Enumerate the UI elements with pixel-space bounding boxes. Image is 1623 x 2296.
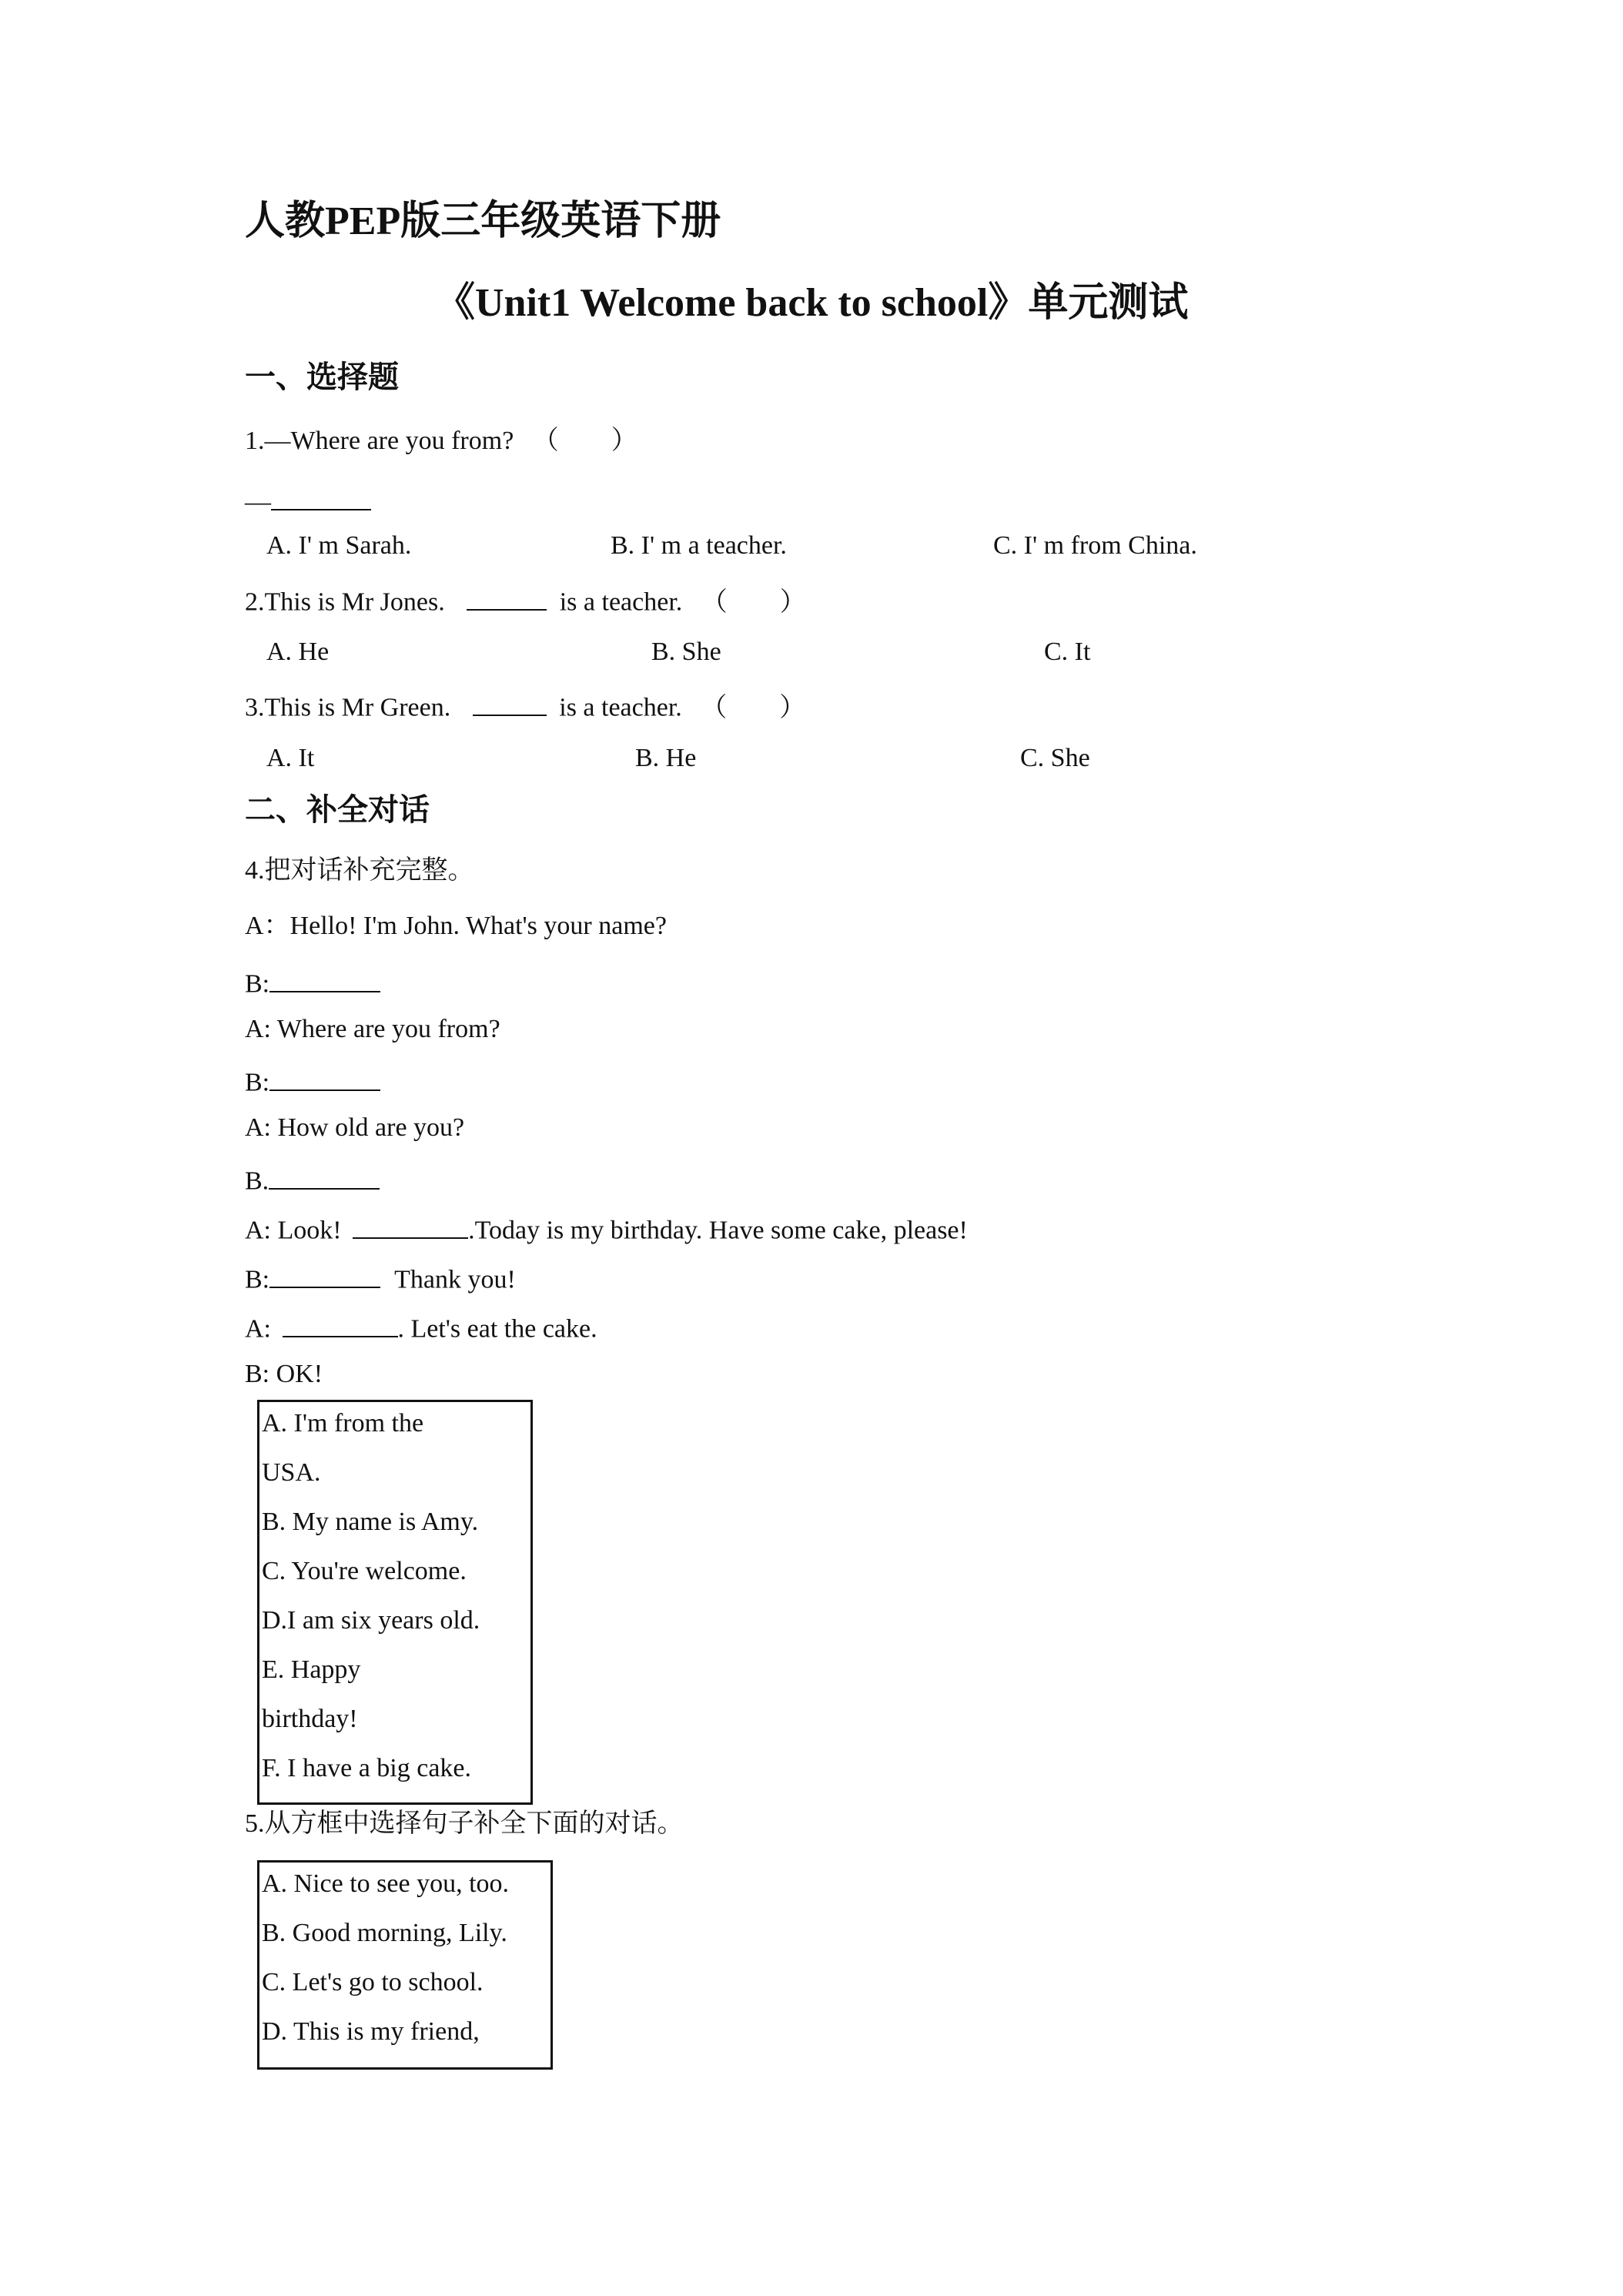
answer-blank[interactable] (353, 1213, 468, 1239)
line-7-after: .Today is my birthday. Have some cake, please! (468, 1216, 968, 1245)
question-3 (245, 691, 805, 721)
q2-option-c[interactable]: C. It (1044, 638, 1091, 666)
question-4-instruction: 4.把对话补充完整。 (245, 856, 474, 885)
q2-option-a[interactable]: A. He (266, 638, 330, 666)
answer-blank[interactable] (269, 1263, 380, 1288)
answer-blank[interactable] (271, 485, 371, 510)
document-title: 人教PEP版三年级英语下册 (245, 199, 721, 243)
q1-option-b[interactable]: B. I' m a teacher. (611, 531, 787, 560)
box-option: A. Nice to see you, too. (262, 1869, 510, 1898)
dialogue-line-7 (245, 1213, 968, 1244)
box-option: D.I am six years old. (262, 1606, 480, 1635)
box-option: birthday! (262, 1705, 358, 1733)
dialogue-line-5: A: How old are you? (245, 1113, 465, 1142)
speaker-b: B: (245, 969, 270, 999)
box-option: A. I'm from the (262, 1409, 424, 1438)
answer-blank[interactable] (269, 1164, 380, 1190)
question-3-stem-after: is a teacher. (559, 693, 682, 722)
line-8-before: B: (245, 1265, 270, 1294)
question-2 (245, 585, 806, 616)
question-1-answer-line (245, 485, 371, 516)
speaker-b: B. (245, 1166, 269, 1196)
speaker-b: B: (245, 1068, 270, 1097)
box-option: B. My name is Amy. (262, 1508, 479, 1536)
question-2-stem-after: is a teacher. (559, 587, 683, 617)
box-option: E. Happy (262, 1655, 361, 1684)
line-8-after: Thank you! (394, 1265, 516, 1294)
dialogue-line-6 (245, 1164, 380, 1195)
answer-blank[interactable] (473, 691, 547, 716)
section-heading-choice: 一、选择题 (245, 360, 399, 394)
q3-option-a[interactable]: A. It (266, 744, 315, 772)
answer-blank[interactable] (269, 967, 380, 992)
answer-blank[interactable] (283, 1312, 398, 1337)
q1-option-c[interactable]: C. I' m from China. (993, 531, 1197, 560)
dialogue-line-4 (245, 1066, 380, 1096)
dialogue-line-3: A: Where are you from? (245, 1015, 500, 1043)
box-option: USA. (262, 1458, 321, 1487)
q3-option-b[interactable]: B. He (635, 744, 697, 772)
box-option: D. This is my friend, (262, 2017, 480, 2046)
q2-option-b[interactable]: B. She (651, 638, 721, 666)
line-7-before: A: Look! (245, 1216, 342, 1245)
dialogue-line-2 (245, 967, 380, 998)
line-9-before: A: (245, 1314, 271, 1344)
answer-paren[interactable]: （ ） (701, 587, 806, 617)
dialogue-line-8 (245, 1263, 516, 1294)
box-option: C. You're welcome. (262, 1557, 467, 1585)
line-9-after: . Let's eat the cake. (397, 1314, 597, 1344)
question-3-stem-before: 3.This is Mr Green. (245, 693, 451, 722)
answer-blank[interactable] (269, 1066, 380, 1091)
answer-paren[interactable]: （ ） (532, 427, 637, 455)
answer-paren[interactable]: （ ） (701, 693, 806, 722)
question-1 (245, 428, 637, 454)
question-2-stem-before: 2.This is Mr Jones. (245, 587, 445, 617)
section-heading-dialogue: 二、补全对话 (245, 792, 430, 827)
dash: — (245, 487, 271, 517)
dialogue-line-1: A：Hello! I'm John. What's your name? (245, 912, 667, 940)
q3-option-c[interactable]: C. She (1020, 744, 1090, 772)
answer-blank[interactable] (467, 585, 547, 611)
dialogue-line-10: B: OK! (245, 1360, 323, 1388)
dialogue-line-9 (245, 1312, 597, 1343)
box-option: F. I have a big cake. (262, 1754, 471, 1782)
question-5-instruction: 5.从方框中选择句子补全下面的对话。 (245, 1809, 684, 1838)
document-subtitle: 《Unit1 Welcome back to school》单元测试 (435, 281, 1189, 325)
box-option: B. Good morning, Lily. (262, 1919, 507, 1947)
question-1-stem: 1.—Where are you from? (245, 427, 514, 455)
q1-option-a[interactable]: A. I' m Sarah. (266, 531, 412, 560)
box-option: C. Let's go to school. (262, 1968, 484, 1996)
